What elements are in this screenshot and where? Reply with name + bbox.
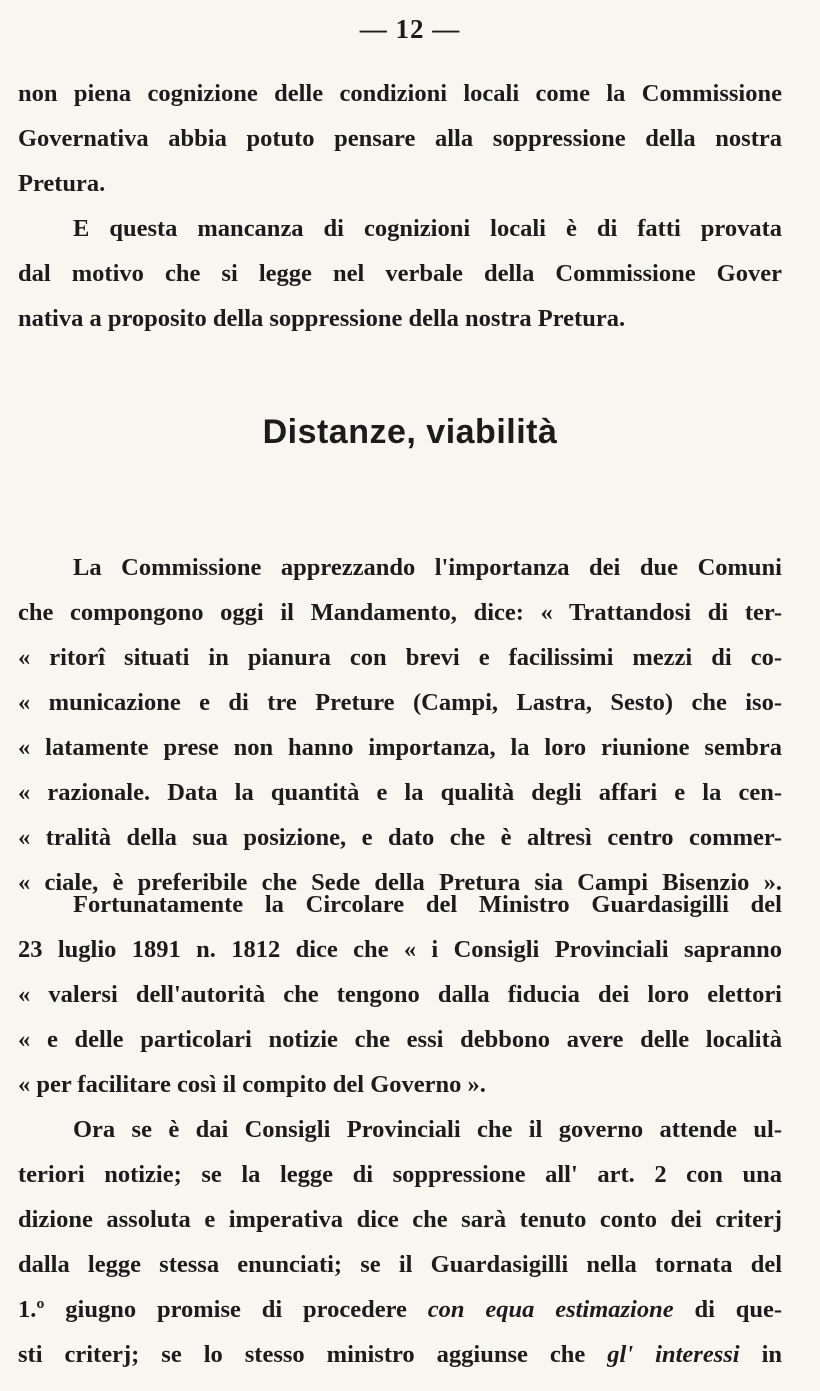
italic-span: gl' interessi — [607, 1341, 740, 1368]
text-span: sti criterj; se lo stesso ministro aggiunse che — [18, 1341, 586, 1368]
text-line: Pretura. — [18, 170, 106, 197]
text-line: nativa a proposito della soppressione della nostra Pretura. — [18, 305, 626, 332]
text-line: Ora se è dai Consigli Provinciali che il governo attende ul- — [73, 1116, 782, 1143]
text-span: di que- — [694, 1296, 782, 1323]
text-line: Fortunatamente la Circolare del Ministro Guardasigilli del — [73, 891, 782, 918]
text-line: « latamente prese non hanno importanza, la loro riunione sembra — [18, 734, 782, 761]
text-line: dal motivo che si legge nel verbale della Commissione Gover — [18, 260, 782, 287]
text-line-mixed — [18, 1287, 782, 1332]
text-line: non piena cognizione delle condizioni locali come la Commissione — [18, 80, 782, 107]
text-line: teriori notizie; se la legge di soppressione all' art. 2 con una — [18, 1161, 782, 1188]
paragraph-3 — [18, 545, 782, 905]
text-line: che compongono oggi il Mandamento, dice: « Trattandosi di ter- — [18, 599, 782, 626]
text-line: E questa mancanza di cognizioni locali è di fatti provata — [73, 215, 782, 242]
paragraph-4 — [18, 882, 782, 1107]
paragraph-1 — [18, 71, 782, 206]
paragraph-2 — [18, 206, 782, 341]
text-line: Governativa abbia potuto pensare alla soppressione della nostra — [18, 125, 782, 152]
text-line: « ritorî situati in pianura con brevi e facilissimi mezzi di co- — [18, 644, 782, 671]
text-span: in — [761, 1341, 782, 1368]
text-line: « razionale. Data la quantità e la qualità degli affari e la cen- — [18, 779, 782, 806]
section-heading: Distanze, viabilità — [262, 413, 558, 451]
text-line: La Commissione apprezzando l'importanza dei due Comuni — [73, 554, 782, 581]
page-number: — 12 — — [359, 14, 461, 44]
text-line: « per facilitare così il compito del Governo ». — [18, 1071, 486, 1098]
text-line: dizione assoluta e imperativa dice che sarà tenuto conto dei criterj — [18, 1206, 782, 1233]
text-line-mixed — [18, 1332, 782, 1377]
text-line: « valersi dell'autorità che tengono dalla fiducia dei loro elettori — [18, 981, 782, 1008]
text-line: « ciale, è preferibile che Sede della Pretura sia Campi Bisenzio ». — [18, 869, 782, 896]
text-line: 23 luglio 1891 n. 1812 dice che « i Consigli Provinciali sapranno — [18, 936, 782, 963]
text-line: « e delle particolari notizie che essi debbono avere delle località — [18, 1026, 782, 1053]
text-line: « municazione e di tre Preture (Campi, Lastra, Sesto) che iso- — [18, 689, 782, 716]
text-line: dalla legge stessa enunciati; se il Guardasigilli nella tornata del — [18, 1251, 782, 1278]
text-span: 1.º giugno promise di procedere — [18, 1296, 407, 1323]
text-line: « tralità della sua posizione, e dato che è altresì centro commer- — [18, 824, 782, 851]
paragraph-5 — [18, 1107, 782, 1377]
italic-span: con equa estimazione — [427, 1296, 674, 1323]
